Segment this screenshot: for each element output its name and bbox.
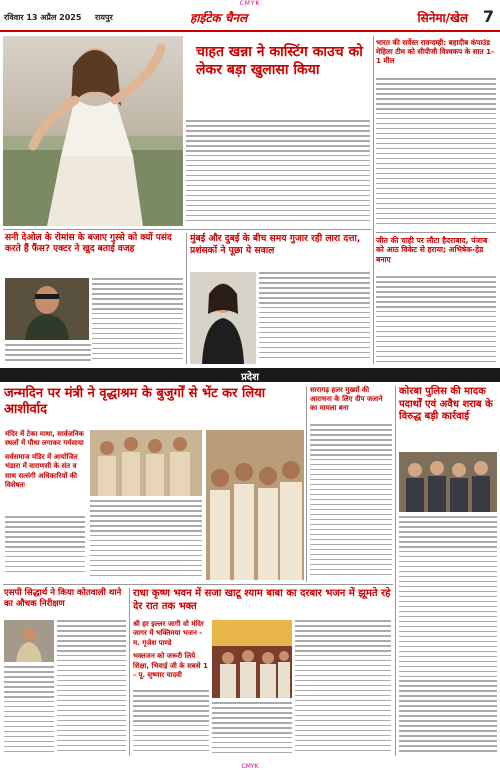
lara-dutta-photo: [190, 272, 256, 364]
pradesh-label: प्रदेश: [241, 372, 259, 383]
minister-bullet-2: सर्वसमाज मंडिर में आयोजित भंडारा में वाराणसी के संत व साथ सत्संगी अधिकारियों की विशेषतः: [5, 452, 78, 490]
sunny-deol-body-a: [92, 278, 183, 364]
header-brand: हाईटेक चैनल: [190, 11, 248, 25]
devotees-illustration: [212, 620, 292, 698]
sp-radha-divider: [129, 588, 130, 756]
chahat-khanna-photo: [3, 36, 183, 226]
sp-body-b: [4, 666, 54, 756]
right-mid-headline: जीत की चाही पर लौटा हैदराबाद, पंजाब को आठ विकेट से हराया; अभिषेक-हेड बनाए: [376, 236, 488, 264]
header-page-number: 7: [482, 7, 494, 26]
footer-color-marker: CMYK: [241, 763, 259, 770]
korba-body: [399, 516, 497, 756]
center-divider-right: [395, 386, 396, 756]
sunny-deol-body-b: [5, 344, 91, 364]
minister-bullets: [5, 430, 85, 491]
sp-body-a: [57, 620, 126, 756]
sunny-deol-photo: [5, 278, 89, 340]
lower-story-divider: [186, 233, 187, 364]
header-date: रविवार 13 अप्रैल 2025: [4, 13, 82, 22]
radha-headline: राधा कृष्ण भवन में सजा खाटू श्याम बाबा का दरबार भजन में झूमते रहे देर रात तक भक्त: [133, 588, 391, 612]
radha-bullet-1: श्री हर इल्लर जागी वो मंदिर जागर में भक्तिमया भजन - म. गृजेश पाण्डे: [133, 620, 204, 647]
minister-group-photo: [206, 430, 304, 580]
upper-horizontal-rule: [3, 229, 371, 230]
minister-body-a: [5, 516, 85, 576]
main-story-body: [186, 120, 370, 224]
right-top-body: [376, 78, 496, 228]
minister-event-photo: [90, 430, 202, 496]
worship-headline: सारागढ़ हलर मुख्यों की आराधना के लिए दीप जलाने का मामला बना: [310, 386, 383, 412]
main-right-divider: [373, 36, 374, 364]
woman-portrait-illustration: [190, 272, 256, 364]
sunny-deol-headline: सनी देओल के रोमांस के बजाए गुस्से को क्यों पसंद करते हैं फैंस? एक्टर ने खुद बताई वजह: [5, 233, 172, 255]
main-headline: चाहत खन्ना ने कास्टिंग काउच को लेकर बड़ा खुलासा किया: [196, 44, 363, 78]
center-divider-left: [306, 386, 307, 582]
korba-accused-photo: [399, 452, 497, 512]
minister-body-b: [90, 500, 202, 582]
radha-bhajan-photo: [212, 620, 292, 698]
lara-dutta-headline: मुंबई और दुबई के बीच समय गुजार रही लारा दत्ता, प्रशंसकों ने पूछा ये सवाल: [190, 233, 361, 256]
actor-figure-illustration: [5, 278, 89, 340]
sp-inspection-photo: [4, 620, 54, 662]
radha-body-b: [295, 620, 391, 756]
header-city: रायपुर: [95, 13, 113, 22]
police-group-illustration: [399, 452, 497, 512]
radha-body-c: [212, 702, 292, 756]
woman-figure-illustration: [3, 36, 183, 226]
sp-headline: एसपी सिद्धार्थ ने किया कोतवाली थाने का औचक निरीक्षण: [4, 588, 122, 609]
group-illustration: [90, 430, 202, 496]
pradesh-section-band: [0, 368, 500, 382]
top-color-marker: CMYK: [239, 0, 261, 7]
lara-dutta-body: [259, 272, 370, 364]
radha-body-a: [133, 690, 209, 756]
minister-headline: जन्मदिन पर मंत्री ने वृद्धाश्रम के बुजुर्गों से भेंट कर लिया आशीर्वाद: [4, 386, 266, 418]
right-top-headline: भारत की सर्वेस्त रावन्दम्ही: बहादीब कंपाउंड मेहिला टीम को सीपीजी विश्वकप के सात 1-1 मील: [376, 38, 495, 65]
crowd-illustration: [206, 430, 304, 580]
lower-horizontal-rule: [3, 584, 393, 585]
korba-headline: कोरबा पुलिस की मादक पदार्थों एवं अवैध शराब के विरुद्ध बड़ी कार्रवाई: [399, 386, 493, 422]
minister-bullet-1: मंदिर में टेका माथा, सार्वजनिक स्थलों में पौधा लगाकर गर्मसाया: [5, 430, 84, 448]
radha-bullets: [133, 620, 209, 681]
header-section: सिनेमा/खेल: [417, 11, 468, 25]
officer-illustration: [4, 620, 54, 662]
radha-bullet-2: भक्तजन को जरूरी लिये शिक्षा, भिवाई जी के सबसे 1 - पू. सृष्णार यादवी: [133, 652, 208, 680]
right-story-divider: [376, 232, 496, 233]
page-header: [0, 8, 500, 32]
worship-body: [310, 424, 392, 582]
right-mid-body: [376, 276, 496, 364]
